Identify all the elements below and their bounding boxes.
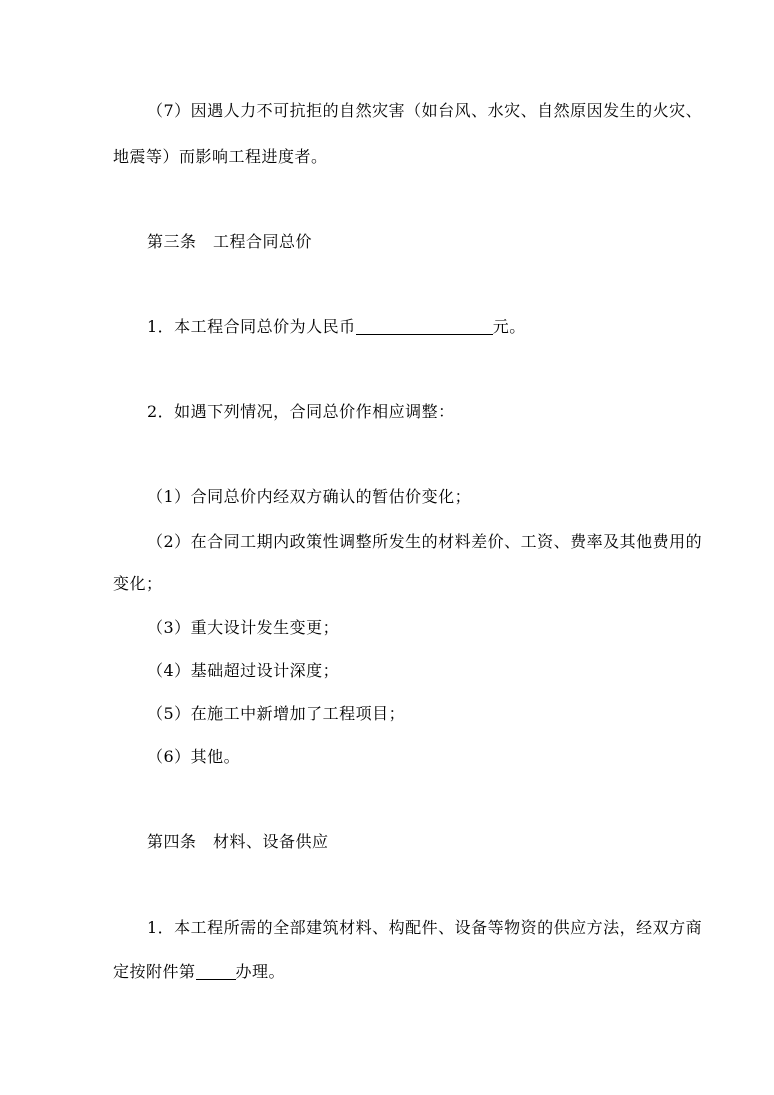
adjustment-item-2-line-2: 变化； [113,574,163,593]
adjustment-item-6: （6）其他。 [147,747,241,766]
clause-7-line-1: （7）因遇人力不可抗拒的自然灾害（如台风、水灾、自然原因发生的火灾、 [147,101,703,120]
attachment-number-blank [196,963,236,980]
article-4-item-1-line-2 [113,961,285,983]
item-1-text: 1．本工程合同总价为人民币 [147,317,356,336]
article-4-heading: 第四条 材料、设备供应 [147,832,329,851]
attachment-suffix: 办理。 [235,962,286,981]
article-3-heading: 第三条 工程合同总价 [147,232,313,251]
amount-blank [356,318,493,335]
article-3-item-1 [147,316,526,338]
article-3-item-2: 2．如遇下列情况，合同总价作相应调整： [147,402,455,421]
article-4-item-1-line-1: 1．本工程所需的全部建筑材料、构配件、设备等物资的供应方法，经双方商 [147,918,703,937]
adjustment-item-4: （4）基础超过设计深度； [147,661,340,680]
adjustment-item-5: （5）在施工中新增加了工程项目； [147,704,406,723]
attachment-prefix: 定按附件第 [113,962,196,981]
item-1-suffix: 元。 [492,317,526,336]
adjustment-item-1: （1）合同总价内经双方确认的暂估价变化； [147,487,472,506]
clause-7-line-2: 地震等）而影响工程进度者。 [113,147,328,166]
adjustment-item-2-line-1: （2）在合同工期内政策性调整所发生的材料差价、工资、费率及其他费用的 [147,532,703,551]
adjustment-item-3: （3）重大设计发生变更； [147,618,340,637]
